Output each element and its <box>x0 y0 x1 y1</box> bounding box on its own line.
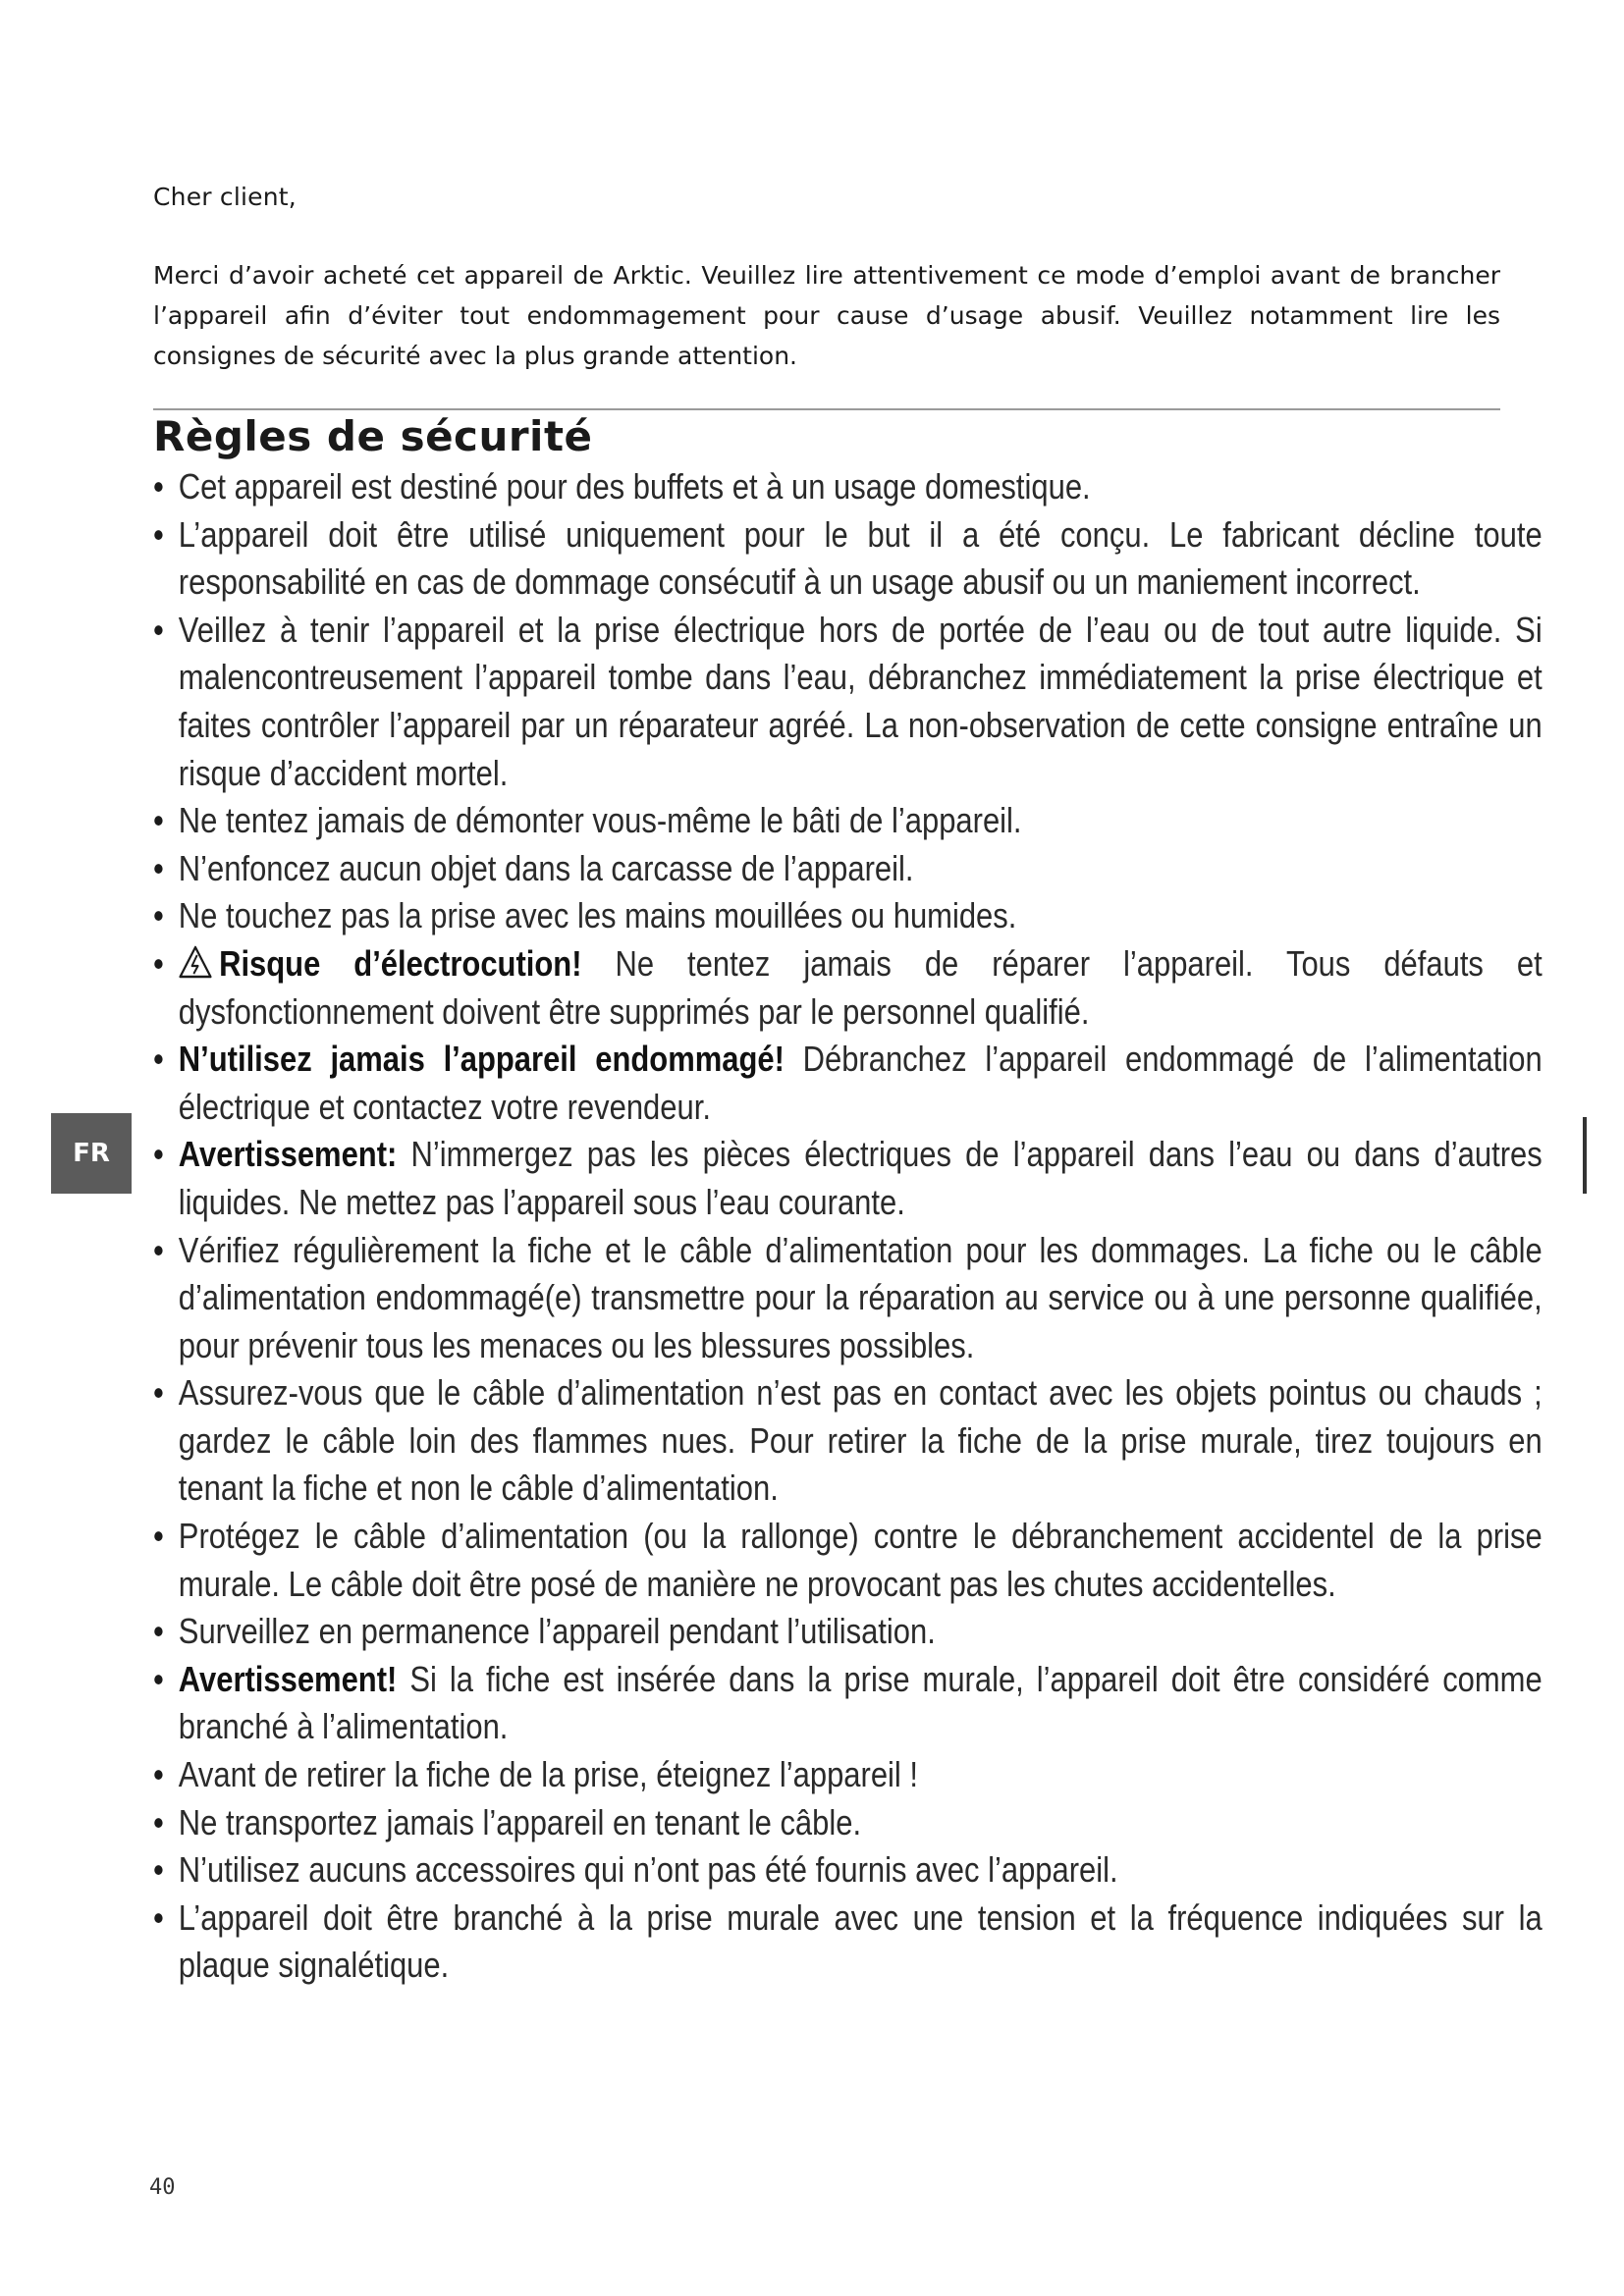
rule-text: Veillez à tenir l’appareil et la prise électrique hors de portée de l’eau ou de tout autre liquide. Si malencontreusement l’appareil tombe dans l’eau, débranchez immédiatement la prise électrique et faites contrôler l’appareil par un réparateur agréé. La non-observation de cette consigne entraîne un risque d’accident mortel. <box>178 609 1543 793</box>
rule-item <box>153 845 1543 893</box>
page-number: 40 <box>149 2175 176 2200</box>
rule-item <box>153 892 1543 940</box>
rule-item <box>153 1895 1543 1990</box>
safety-rules-list <box>153 463 1543 1990</box>
rule-item <box>153 1227 1543 1370</box>
language-tab: FR <box>51 1113 132 1194</box>
rule-warning-label: Risque d’électrocution! <box>219 942 582 984</box>
rule-item <box>153 511 1543 607</box>
rule-item <box>153 463 1543 511</box>
rule-text: Si la fiche est insérée dans la prise murale, l’appareil doit être considéré comme branché à l’alimentation. <box>178 1658 1543 1747</box>
rule-item <box>153 1513 1543 1608</box>
rule-text: Assurez-vous que le câble d’alimentation n’est pas en contact avec les objets pointus ou chauds ; gardez le câble loin des flammes nues. Pour retirer la fiche de la prise murale, tirez toujours en tenant la fiche et non le câble d’alimentation. <box>178 1372 1543 1509</box>
rule-text: Vérifiez régulièrement la fiche et le câble d’alimentation pour les dommages. La fiche ou le câble d’alimentation endommagé(e) transmettre pour la réparation au service ou à une personne qualifiée, pour prévenir tous les menaces ou les blessures possibles. <box>178 1229 1543 1365</box>
rule-text: Cet appareil est destiné pour des buffets et à un usage domestique. <box>178 466 1091 507</box>
rule-item <box>153 1036 1543 1131</box>
page-edge-marker <box>1583 1117 1587 1194</box>
rule-item <box>153 1131 1543 1226</box>
rule-text: Débranchez l’appareil endommagé de l’alimentation électrique et contactez votre revendeur. <box>178 1039 1543 1127</box>
rule-text: L’appareil doit être branché à la prise murale avec une tension et la fréquence indiquées sur la plaque signalétique. <box>178 1896 1543 1986</box>
rule-text: Ne tentez jamais de réparer l’appareil. Tous défauts et dysfonctionnement doivent être supprimés par le personnel qualifié. <box>178 942 1543 1032</box>
rule-warning-label: Avertissement: <box>178 1134 398 1175</box>
rule-text: Protégez le câble d’alimentation (ou la rallonge) contre le débranchement accidentel de la prise murale. Le câble doit être posé de manière ne provocant pas les chutes accidentelles. <box>178 1516 1543 1604</box>
greeting: Cher client, <box>153 183 297 211</box>
rule-text: N’enfoncez aucun objet dans la carcasse de l’appareil. <box>178 847 914 888</box>
electric-warning-icon <box>179 945 212 979</box>
rule-item <box>153 1799 1543 1847</box>
rule-warning-label: N’utilisez jamais l’appareil endommagé! <box>178 1039 785 1080</box>
rule-item <box>153 797 1543 845</box>
section-divider <box>153 408 1500 410</box>
rule-item <box>153 1608 1543 1656</box>
rule-text: Ne touchez pas la prise avec les mains mouillées ou humides. <box>178 895 1017 936</box>
rule-item <box>153 940 1543 1036</box>
rule-text: N’utilisez aucuns accessoires qui n’ont pas été fournis avec l’appareil. <box>178 1849 1118 1891</box>
rule-text: N’immergez pas les pièces électriques de l’appareil dans l’eau ou dans d’autres liquides. Ne mettez pas l’appareil sous l’eau courante. <box>178 1134 1543 1222</box>
rule-text: Ne transportez jamais l’appareil en tenant le câble. <box>178 1801 862 1842</box>
rule-text: Avant de retirer la fiche de la prise, éteignez l’appareil ! <box>178 1754 919 1795</box>
intro-paragraph: Merci d’avoir acheté cet appareil de Arktic. Veuillez lire attentivement ce mode d’emploi avant de brancher l’appareil afin d’éviter tout endommagement pour cause d’usage abusif. Veuillez notamment lire les consignes de sécurité avec la plus grande attention. <box>153 261 1500 370</box>
rule-item <box>153 607 1543 797</box>
rule-item <box>153 1751 1543 1799</box>
rule-warning-label: Avertissement! <box>178 1658 398 1699</box>
rule-item <box>153 1846 1543 1895</box>
section-title: Règles de sécurité <box>153 412 593 460</box>
rule-text: Ne tentez jamais de démonter vous-même le bâti de l’appareil. <box>178 800 1022 841</box>
rule-text: Surveillez en permanence l’appareil pendant l’utilisation. <box>178 1611 936 1652</box>
rule-item <box>153 1656 1543 1751</box>
rule-item <box>153 1369 1543 1513</box>
rule-text: L’appareil doit être utilisé uniquement pour le but il a été conçu. Le fabricant décline toute responsabilité en cas de dommage consécutif à un usage abusif ou un maniement incorrect. <box>178 513 1543 603</box>
